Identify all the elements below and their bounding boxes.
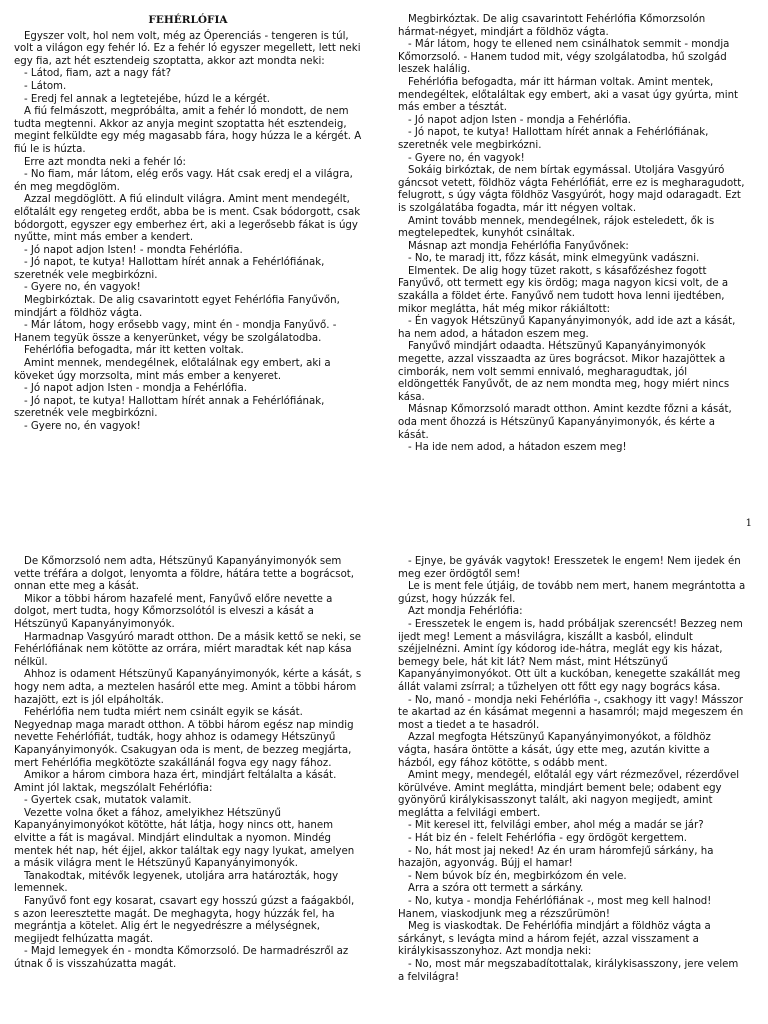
- paragraph: Azzal megfogta Hétszünyű Kapanyányimonyókot, a földhöz vágta, hasára öntötte a kását, úgy ette meg, azután kivitte a házból, egy fához kötötte, s odább ment.: [398, 732, 711, 769]
- paragraph: Másnap Kőmorzsoló maradt otthon. Amint kezdte főzni a kását, oda ment őhozzá is Hétszünyű Kapanyányimonyók, és kérte a kását.: [398, 404, 732, 441]
- paragraphs: [14, 556, 362, 972]
- paragraph: - Már látom, hogy te ellened nem csinálhatok semmit - mondja Kőmorzsoló. - Hanem tudod mit, végy szolgálatodba, hű szolgád leszek halálig.: [398, 39, 730, 76]
- paragraph: - Látod, fiam, azt a nagy fát?: [24, 68, 172, 80]
- paragraph: - Eresszetek le engem is, hadd próbáljak szerencsét! Bezzeg nem ijedt meg! Lement a másvilágra, kiszállt a kasból, elindult széjjelnézni. Amint így kódorog ide-hátra, meglát egy kis házat, bemegy bele, hát kit lát? Nem mást, mint Hétszünyű Kapanyányimonyókot. Ott ült a kuckóban, kenegette szakállát meg állát valami zsírral; a tűzhelyen ott főtt egy nagy bogrács kása.: [398, 618, 743, 693]
- paragraph: Amint tovább mennek, mendegélnek, rájok esteledett, ők is megtelepedtek, kunyhót csináltak.: [398, 215, 715, 240]
- paragraph: Meg is viaskodtak. De Fehérlófia mindjárt a földhöz vágta a sárkányt, s levágta mind a három fejét, azzal visszament a királykisasszonyhoz. Azt mondja neki:: [398, 921, 711, 958]
- paragraphs: [398, 14, 746, 455]
- paragraph: - Mit keresel itt, felvilági ember, ahol még a madár se jár?: [408, 820, 704, 832]
- paragraph: Elmentek. De alig hogy tüzet rakott, s kásafőzéshez fogott Fanyűvő, ott termett egy kis ördög; maga nagyon kicsi volt, de a szakálla a földet érte. Fanyűvő nem tudott hova lenni ijedtében, mikor meglátta, hát még mikor rákiáltott:: [398, 265, 729, 315]
- document-page-2: [0, 548, 768, 1024]
- paragraph: Fehérlófia befogadta, már itt ketten voltak.: [24, 345, 244, 357]
- paragraph: Vezette volna őket a fához, amelyikhez Hétszünyű Kapanyányimonyókot kötötte, hát látja, hogy nincs ott, hanem elvitte a fát is magával. Mindjárt elindultak a nyomon. Mindég mentek hét nap, hét éjjel, akkor találtak egy nagy lyukat, amelyen a másik világra ment le Hétszünyű Kapanyányimonyók.: [14, 807, 355, 870]
- paragraph: Erre azt mondta neki a fehér ló:: [24, 156, 186, 168]
- paragraph: - Jó napot adjon Isten - mondja a Fehérlófia.: [24, 383, 247, 395]
- paragraph: - Jó napot, te kutya! Hallottam hírét annak a Fehérlófiának, szeretnék vele megbirkózni.: [398, 127, 709, 151]
- right-column: [398, 14, 746, 455]
- paragraph: - No, hát most jaj neked! Az én uram háromfejű sárkány, ha hazajön, agyonvág. Bújj el hamar!: [398, 845, 714, 870]
- paragraph: - Eredj fel annak a legtetejébe, húzd le a kérgét.: [24, 93, 271, 105]
- left-column: [14, 556, 362, 972]
- paragraph: - Jó napot adjon Isten - mondja a Fehérlófia.: [408, 114, 631, 126]
- paragraph: Megbirkóztak. De alig csavarintott Fehérlófia Kőmorzsolón hármat-négyet, mindjárt a földhöz vágta.: [398, 14, 706, 38]
- paragraph: - Már látom, hogy erősebb vagy, mint én - mondja Fanyűvő. - Hanem tegyük össze a kenyerünket, végy be szolgálatodba.: [14, 320, 337, 344]
- paragraph: - No, te maradj itt, főzz kását, mink elmegyünk vadászni.: [408, 253, 700, 265]
- paragraph: - Gyere no, én vagyok!: [408, 152, 525, 164]
- paragraph: - No, manó - mondja neki Fehérlófia -, csakhogy itt vagy! Másszor te akartad az én kásámat megenni a hasamról; majd megeszem én most a tiedet a te hasadról.: [398, 694, 744, 731]
- paragraph: Sokáig birkóztak, de nem bírtak egymással. Utoljára Vasgyúró gáncsot vetett, földhöz vágta Fehérlófiát, erre ez is megharagudott, felugrott, s úgy vágta földhöz Vasgyúrót, hogy majd odaragadt. Ezt is szolgálatába fogadta, már itt négyen voltak.: [398, 165, 745, 214]
- paragraph: Amint mennek, mendegélnek, előtalálnak egy embert, aki a köveket úgy morzsolta, mint más ember a kenyeret.: [14, 358, 331, 382]
- paragraph: Le is ment fele útjáig, de tovább nem mert, hanem megrántotta a gúzst, hogy húzzák fel.: [398, 581, 746, 605]
- paragraph: Amint megy, mendegél, előtalál egy várt rézmezővel, rézerdővel körülvéve. Amint meglátta, mindjárt bement bele; odabent egy gyönyörű királykisasszonyt talált, aki nagyon megijedt, amint meglátta a felvilági embert.: [398, 770, 740, 819]
- paragraph: Egyszer volt, hol nem volt, még az Óperenciás - tengeren is túl, volt a világon egy fehér ló. Ez a fehér ló egyszer megellett, lett neki egy fia, azt hét esztendeig szoptatta, akkor azt mondta neki:: [14, 30, 361, 67]
- story-title: FEHÉRLÓFIA: [148, 14, 228, 26]
- paragraphs: [14, 31, 362, 434]
- paragraph: - Gyere no, én vagyok!: [24, 421, 141, 432]
- right-column: [398, 556, 746, 984]
- page-separator: [0, 535, 768, 548]
- paragraph: Azt mondja Fehérlófia:: [408, 606, 523, 618]
- paragraph: Mikor a többi három hazafelé ment, Fanyűvő előre nevette a dolgot, mert tudta, hogy Kőmorzsolótól is elveszi a kását a Hétszünyű Kapanyányimonyók.: [14, 593, 333, 630]
- paragraph: - Ejnye, be gyávák vagytok! Eresszetek le engem! Nem ijedek én meg ezer ördögtől sem!: [398, 556, 741, 580]
- paragraph: - Gyere no, én vagyok!: [24, 282, 141, 294]
- paragraph: - Nem búvok bíz én, megbirkózom én vele.: [408, 870, 627, 882]
- paragraph: Másnap azt mondja Fehérlófia Fanyűvőnek:: [408, 240, 629, 252]
- paragraph: - Majd lemegyek én - mondta Kőmorzsoló. De harmadrészről az útnak ő is visszahúzatta magát.: [14, 946, 349, 970]
- paragraph: - Jó napot adjon Isten! - mondta Fehérlófia.: [24, 244, 243, 256]
- paragraph: - No fiam, már látom, elég erős vagy. Hát csak eredj el a világra, én meg megdöglöm.: [14, 169, 353, 193]
- paragraph: Azzal megdöglött. A fiú elindult világra. Amint ment mendegélt, előtalált egy rengeteg erdőt, abba be is ment. Csak bódorgott, csak bódorgott, egyszer egy emberhez ért, aki a legerősebb fákat is úgy nyűtte, mint más ember a kendert.: [14, 194, 361, 244]
- paragraph: Harmadnap Vasgyúró maradt otthon. De a másik kettő se neki, se Fehérlófiának nem kötötte az orrára, miért maradtak két nap kása nélkül.: [14, 631, 362, 668]
- left-column: [14, 14, 362, 434]
- paragraph: Megbirkóztak. De alig csavarintott egyet Fehérlófia Fanyűvőn, mindjárt a földhöz vágta.: [14, 295, 340, 319]
- paragraph: Fanyűvő mindjárt odaadta. Hétszünyű Kapanyányimonyók megette, azzal visszaadta az üres bográcsot. Mikor hazajöttek a cimborák, nem volt semmi ennivaló, megharagudtak, jól eldöngették Fanyűvőt, de az nem mondta meg, hogy miért nincs kása.: [398, 341, 730, 403]
- paragraph: Amikor a három cimbora haza ért, mindjárt feltálalta a kását. Amint jól laktak, megszólalt Fehérlófia:: [14, 770, 337, 794]
- paragraph: Tanakodtak, mitévők legyenek, utoljára arra határozták, hogy lemennek.: [14, 870, 339, 895]
- paragraph: Arra a szóra ott termett a sárkány.: [408, 883, 584, 895]
- paragraph: De Kőmorzsoló nem adta, Hétszünyű Kapanyányimonyók sem vette tréfára a dolgot, lenyomta a földre, hátára tette a bográcsot, onnan ette meg a kását.: [14, 556, 355, 593]
- paragraph: Fehérlófia befogadta, már itt hárman voltak. Amint mentek, mendegéltek, előtaláltak egy embert, aki a vasat úgy gyúrta, mint más ember a tésztát.: [398, 76, 739, 114]
- paragraph: - Látom.: [24, 80, 67, 92]
- paragraph: - Gyertek csak, mutatok valamit.: [24, 795, 192, 807]
- paragraph: - Ha ide nem adod, a hátadon eszem meg!: [408, 442, 627, 454]
- paragraph: Ahhoz is odament Hétszünyű Kapanyányimonyók, kérte a kását, s hogy nem adta, a meztelen hasáról ette meg. Amint a többi három hazajött, ezt is jól elpáholták.: [14, 669, 362, 706]
- page-number: 1: [745, 518, 752, 529]
- paragraphs: [398, 556, 746, 984]
- paragraph: - Jó napot, te kutya! Hallottam hírét annak a Fehérlófiának, szeretnék vele megbirkózni.: [14, 257, 325, 281]
- paragraph: - No, most már megszabadítottalak, királykisasszony, jere velem a felvilágra!: [398, 959, 739, 983]
- paragraph: - Hát biz én - felelt Fehérlófia - egy ördögöt kergettem.: [408, 833, 688, 845]
- paragraph: A fiú felmászott, megpróbálta, amit a fehér ló mondott, de nem tudta megtenni. Akkor az anyja megint szoptatta hét esztendeig, megint felküldte egy még magasabb fára, hogy húzza le a kérgét. A fiú le is húzta.: [14, 106, 362, 155]
- paragraph: Fanyűvő font egy kosarat, csavart egy hosszú gúzst a faágakból, s azon leeresztette magát. De meghagyta, hogy húzzák fel, ha megrántja a kötelet. Alig ért le negyedrészre a mélységnek, megijedt felhúzatta magát.: [14, 896, 355, 945]
- paragraph: - No, kutya - mondja Fehérlófiának -, most meg kell halnod! Hanem, viaskodjunk meg a rézszűrümön!: [398, 896, 712, 920]
- paragraph: Fehérlófia nem tudta miért nem csinált egyik se kását. Negyednap maga maradt otthon. A többi három egész nap mindig nevette Fehérlófiát, tudták, hogy ahhoz is odamegy Hétszünyű Kapanyányimonyók. Csakugyan oda is ment, de bezzeg megjárta, mert Fehérlófia megkötözte szakállánál fogva egy nagy fához.: [14, 707, 354, 769]
- paragraph: - Jó napot, te kutya! Hallottam hírét annak a Fehérlófiának, szeretnék vele megbirkózni.: [14, 395, 325, 420]
- paragraph: - Én vagyok Hétszünyű Kapanyányimonyók, add ide azt a kását, ha nem adod, a hátadon eszem meg.: [398, 316, 736, 340]
